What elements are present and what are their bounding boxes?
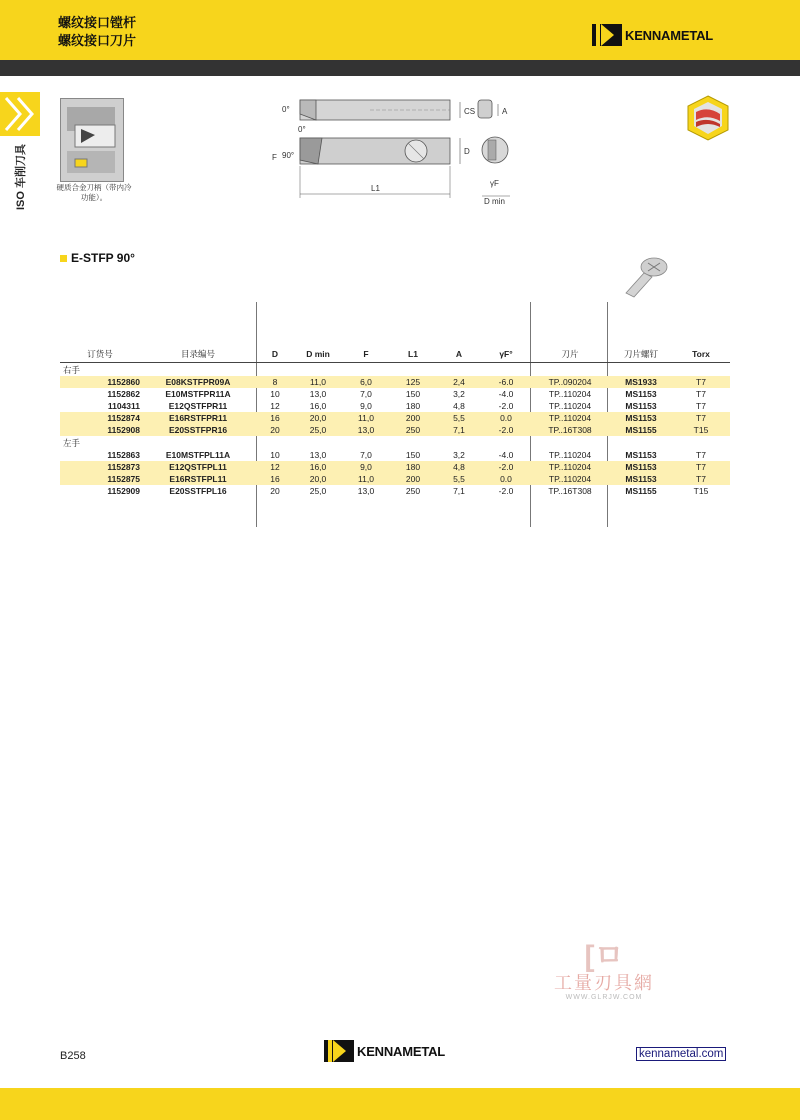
- cell-screw: MS1153: [625, 389, 657, 399]
- label-l1: L1: [371, 184, 380, 193]
- cell-a: 5,5: [436, 473, 482, 485]
- cell-order: 1152863: [107, 450, 140, 460]
- table-row: [60, 424, 730, 436]
- table-row: [60, 473, 730, 485]
- cell-d: 12: [256, 461, 294, 473]
- cell-insert: TP..110204: [530, 412, 610, 424]
- cell-l1: 250: [390, 424, 436, 436]
- toolholder-photo: [60, 98, 124, 182]
- cell-catalog: E20SSTFPL16: [169, 486, 227, 496]
- cell-torx: T15: [693, 486, 709, 496]
- cell-gf: 0.0: [482, 412, 530, 424]
- page-header: [0, 0, 800, 60]
- cell-insert: TP..110204: [548, 389, 592, 399]
- column-header: 刀片: [530, 346, 610, 363]
- watermark-text: 工量刃具網: [554, 973, 654, 993]
- cell-a: 2,4: [436, 376, 482, 388]
- cell-insert: TP..110204: [548, 450, 592, 460]
- cell-torx: T7: [672, 461, 730, 473]
- cell-l1: 250: [405, 486, 421, 496]
- cell-order: 1152875: [60, 473, 140, 485]
- cell-d: 8: [256, 376, 294, 388]
- cell-catalog: E16RSTFPR11: [140, 412, 256, 424]
- cell-order: 1152862: [107, 389, 140, 399]
- label-a: A: [502, 107, 508, 116]
- cell-f: 13,0: [357, 486, 375, 496]
- cell-f: 11,0: [342, 412, 390, 424]
- sidebar-label: ISO 车削刀具: [15, 143, 27, 210]
- cell-f: 7,0: [360, 389, 372, 399]
- cell-torx: T7: [672, 412, 730, 424]
- cell-gf: -2.0: [482, 461, 530, 473]
- cell-l1: 150: [405, 450, 421, 460]
- cell-dmin: 16,0: [309, 401, 327, 411]
- cell-catalog: E16RSTFPL11: [140, 473, 256, 485]
- product-table: [60, 346, 730, 497]
- kennametal-logo: [592, 24, 713, 46]
- kennametal-k-icon: [324, 1040, 354, 1062]
- cell-l1: 150: [405, 389, 421, 399]
- cell-d: 16: [256, 412, 294, 424]
- cell-torx: T7: [696, 450, 706, 460]
- cell-f: 6,0: [342, 376, 390, 388]
- cell-gf: -2.0: [482, 424, 530, 436]
- kennametal-link[interactable]: kennametal.com: [636, 1047, 726, 1061]
- column-header: D: [256, 346, 294, 363]
- cell-catalog: E12QSTFPR11: [168, 401, 228, 411]
- label-gamma-f: γF: [490, 179, 499, 188]
- cell-insert: TP..16T308: [548, 486, 592, 496]
- cell-gf: -2.0: [498, 486, 514, 496]
- cell-a: 3,2: [453, 450, 465, 460]
- footer-kennametal-logo: [324, 1040, 445, 1062]
- header-brand: KENNAMETAL: [625, 27, 714, 43]
- cell-order: 1152874: [60, 412, 140, 424]
- column-header: 刀片螺钉: [610, 346, 672, 363]
- insert-screw-icon: [620, 255, 670, 304]
- cell-l1: 200: [390, 473, 436, 485]
- cell-gf: 0.0: [482, 473, 530, 485]
- label-angle90: 90°: [282, 151, 295, 160]
- cell-l1: 180: [390, 461, 436, 473]
- cell-insert: TP..16T308: [530, 424, 610, 436]
- column-header: 目录编号: [140, 346, 256, 363]
- cell-dmin: 11,0: [294, 376, 342, 388]
- label-angle0-top: 0°: [282, 105, 290, 114]
- cell-insert: TP..110204: [530, 461, 610, 473]
- cell-catalog: E10MSTFPR11A: [165, 389, 231, 399]
- cell-f: 9,0: [342, 461, 390, 473]
- watermark-logo-icon: [ㅁ: [584, 940, 624, 973]
- cell-screw: MS1153: [610, 412, 672, 424]
- cell-order: 1152909: [107, 486, 140, 496]
- column-header: D min: [294, 346, 342, 363]
- cell-dmin: 13,0: [309, 389, 327, 399]
- cell-d: 10: [270, 450, 280, 460]
- cell-l1: 125: [390, 376, 436, 388]
- table-header-row: [60, 346, 730, 363]
- cell-dmin: 25,0: [309, 486, 327, 496]
- cell-screw: MS1155: [625, 486, 657, 496]
- table-row: [60, 449, 730, 461]
- photo-caption: 硬质合金刀柄（带内冷功能）。: [56, 183, 132, 202]
- label-f: F: [272, 153, 277, 162]
- table-group-row: [60, 436, 730, 449]
- cell-torx: T7: [672, 473, 730, 485]
- cell-gf: -2.0: [498, 401, 514, 411]
- cell-d: 16: [256, 473, 294, 485]
- column-header: L1: [390, 346, 436, 363]
- watermark-url: WWW.GLRJW.COM: [565, 994, 643, 1001]
- cell-insert: TP..090204: [530, 376, 610, 388]
- cell-d: 10: [270, 389, 280, 399]
- label-dmin: D min: [484, 197, 505, 206]
- page-number: B258: [60, 1050, 86, 1062]
- cell-screw: MS1153: [610, 473, 672, 485]
- cell-f: 13,0: [342, 424, 390, 436]
- table-row: [60, 461, 730, 473]
- column-header: 订货号: [60, 346, 140, 363]
- cell-screw: MS1153: [625, 450, 657, 460]
- cell-torx: T7: [696, 401, 706, 411]
- cell-gf: -4.0: [498, 389, 514, 399]
- chevron-right-icon: [0, 92, 40, 136]
- cell-f: 11,0: [342, 473, 390, 485]
- cell-a: 3,2: [453, 389, 465, 399]
- table-group-row: [60, 363, 730, 377]
- cell-a: 5,5: [436, 412, 482, 424]
- section-title: [60, 251, 135, 265]
- cell-f: 9,0: [360, 401, 372, 411]
- footer-brand: KENNAMETAL: [357, 1043, 446, 1059]
- cell-catalog: E20SSTFPR16: [140, 424, 256, 436]
- cell-a: 4,8: [453, 401, 465, 411]
- header-gray-band: [0, 60, 800, 76]
- cell-screw: MS1933: [610, 376, 672, 388]
- cell-order: 1152908: [60, 424, 140, 436]
- group-label: 右手: [63, 364, 81, 375]
- cell-d: 12: [270, 401, 280, 411]
- label-angle0-mid: 0°: [298, 125, 306, 134]
- cell-torx: T15: [672, 424, 730, 436]
- cell-dmin: 13,0: [309, 450, 327, 460]
- label-d: D: [464, 147, 470, 156]
- steel-material-cube-icon: [686, 94, 730, 147]
- cell-gf: -6.0: [482, 376, 530, 388]
- cell-l1: 200: [390, 412, 436, 424]
- cell-l1: 180: [405, 401, 421, 411]
- table-row: [60, 400, 730, 412]
- cell-catalog: E08KSTFPR09A: [140, 376, 256, 388]
- header-title-line1: 螺纹接口镗杆: [58, 15, 137, 30]
- cell-a: 7,1: [436, 424, 482, 436]
- footer-yellow-band: [0, 1088, 800, 1120]
- cell-dmin: 20,0: [294, 473, 342, 485]
- cell-screw: MS1153: [610, 461, 672, 473]
- cell-order: 1152873: [60, 461, 140, 473]
- cell-d: 20: [256, 424, 294, 436]
- cell-torx: T7: [672, 376, 730, 388]
- cell-d: 20: [270, 486, 280, 496]
- cell-catalog: E10MSTFPL11A: [165, 450, 231, 460]
- group-label: 左手: [63, 437, 81, 448]
- column-header: A: [436, 346, 482, 363]
- column-header: F: [342, 346, 390, 363]
- cell-a: 4,8: [436, 461, 482, 473]
- table-row: [60, 485, 730, 497]
- cell-dmin: 16,0: [294, 461, 342, 473]
- square-bullet-icon: [60, 255, 67, 262]
- cell-insert: TP..110204: [548, 401, 592, 411]
- cell-screw: MS1153: [625, 401, 657, 411]
- cell-dmin: 20,0: [294, 412, 342, 424]
- cell-order: 1152860: [60, 376, 140, 388]
- label-cs: CS: [464, 107, 476, 116]
- column-header: γF°: [482, 346, 530, 363]
- cell-screw: MS1155: [610, 424, 672, 436]
- cell-gf: -4.0: [498, 450, 514, 460]
- table-row: [60, 412, 730, 424]
- cell-torx: T7: [696, 389, 706, 399]
- cell-order: 1104311: [107, 401, 140, 411]
- watermark: [536, 942, 672, 1001]
- cell-dmin: 25,0: [294, 424, 342, 436]
- cell-f: 7,0: [360, 450, 372, 460]
- header-title-line2: 螺纹接口刀片: [58, 33, 137, 48]
- toolholder-diagram: [270, 92, 530, 215]
- section-title-text: E-STFP 90°: [71, 251, 135, 265]
- kennametal-k-icon: [592, 24, 622, 46]
- column-header: Torx: [672, 346, 730, 363]
- cell-catalog: E12QSTFPL11: [140, 461, 256, 473]
- cell-a: 7,1: [453, 486, 465, 496]
- cell-insert: TP..110204: [530, 473, 610, 485]
- table-row: [60, 388, 730, 400]
- table-row: [60, 376, 730, 388]
